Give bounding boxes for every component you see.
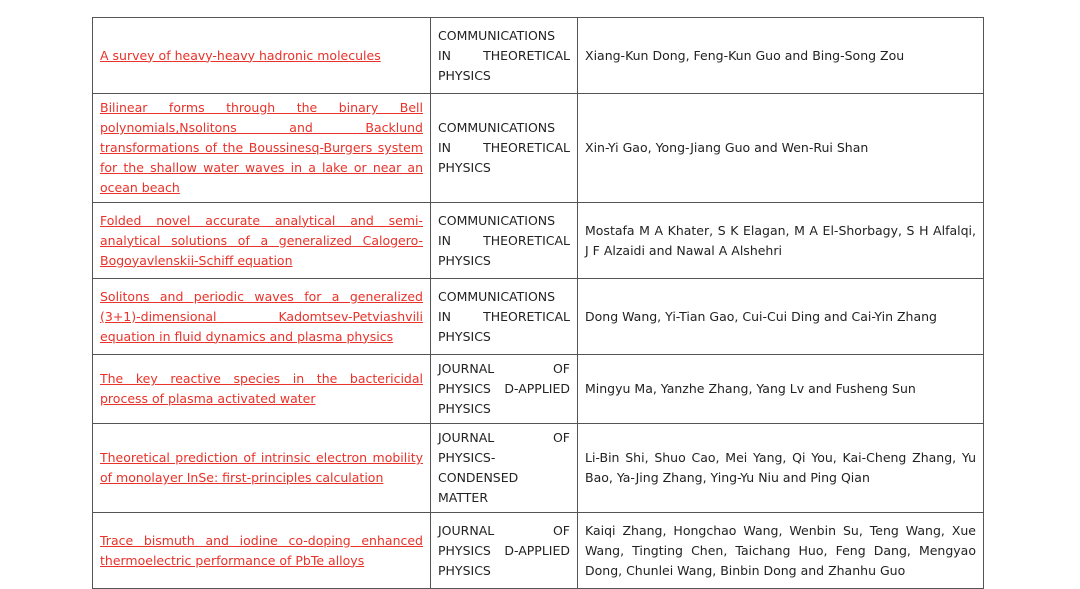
journal-name: JOURNAL OF PHYSICS-CONDENSED MATTER xyxy=(438,430,570,505)
journal-name: JOURNAL OF PHYSICS D-APPLIED PHYSICS xyxy=(438,361,570,416)
paper-title-link[interactable]: Bilinear forms through the binary Bell polynomials,Nsolitons and Backlund transformations of the Boussinesq-Burgers system for the shallow water waves in a lake or near an ocean beach xyxy=(100,100,423,195)
paper-title-link[interactable]: Theoretical prediction of intrinsic electron mobility of monolayer InSe: first-principles calculation xyxy=(100,450,423,485)
paper-title-link[interactable]: Folded novel accurate analytical and semi-analytical solutions of a generalized Calogero-Bogoyavlenskii-Schiff equation xyxy=(100,212,423,268)
title-cell xyxy=(93,94,431,203)
table-row xyxy=(93,18,984,94)
authors-cell xyxy=(578,355,984,424)
authors-cell xyxy=(578,513,984,589)
table-row xyxy=(93,355,984,424)
papers-table xyxy=(92,17,984,589)
journal-name: COMMUNICATIONS IN THEORETICAL PHYSICS xyxy=(438,212,570,268)
journal-cell xyxy=(431,355,578,424)
journal-cell xyxy=(431,513,578,589)
authors-cell xyxy=(578,18,984,94)
authors-cell xyxy=(578,203,984,279)
authors-text: Xiang-Kun Dong, Feng-Kun Guo and Bing-Song Zou xyxy=(585,47,905,63)
title-cell xyxy=(93,355,431,424)
authors-text: Dong Wang, Yi-Tian Gao, Cui-Cui Ding and Cai-Yin Zhang xyxy=(585,308,937,324)
title-cell xyxy=(93,18,431,94)
journal-cell xyxy=(431,203,578,279)
journal-name: COMMUNICATIONS IN THEORETICAL PHYSICS xyxy=(438,120,570,175)
title-cell xyxy=(93,203,431,279)
title-cell xyxy=(93,513,431,589)
paper-title-link[interactable]: The key reactive species in the bactericidal process of plasma activated water xyxy=(100,371,423,406)
table-row xyxy=(93,513,984,589)
paper-title-link[interactable]: A survey of heavy-heavy hadronic molecules xyxy=(100,47,381,63)
table-row xyxy=(93,279,984,355)
authors-text: Kaiqi Zhang, Hongchao Wang, Wenbin Su, Teng Wang, Xue Wang, Tingting Chen, Taichang Huo, Feng Dang, Mengyao Dong, Chunlei Wang, Binbin Dong and Zhanhu Guo xyxy=(585,522,976,578)
title-cell xyxy=(93,279,431,355)
authors-text: Xin-Yi Gao, Yong-Jiang Guo and Wen-Rui Shan xyxy=(585,140,869,155)
authors-cell xyxy=(578,424,984,513)
journal-name: COMMUNICATIONS IN THEORETICAL PHYSICS xyxy=(438,288,570,344)
paper-title-link[interactable]: Trace bismuth and iodine co-doping enhanced thermoelectric performance of PbTe alloys xyxy=(100,532,423,568)
journal-cell xyxy=(431,424,578,513)
authors-cell xyxy=(578,279,984,355)
title-cell xyxy=(93,424,431,513)
table-row xyxy=(93,94,984,203)
journal-name: JOURNAL OF PHYSICS D-APPLIED PHYSICS xyxy=(438,522,570,578)
authors-text: Mostafa M A Khater, S K Elagan, M A El-Shorbagy, S H Alfalqi, J F Alzaidi and Nawal A Alshehri xyxy=(585,222,976,258)
paper-title-link[interactable]: Solitons and periodic waves for a generalized (3+1)-dimensional Kadomtsev-Petviashvili equation in fluid dynamics and plasma physics xyxy=(100,288,423,344)
table-row xyxy=(93,203,984,279)
authors-text: Li-Bin Shi, Shuo Cao, Mei Yang, Qi You, Kai-Cheng Zhang, Yu Bao, Ya-Jing Zhang, Ying-Yu Niu and Ping Qian xyxy=(585,450,976,485)
authors-cell xyxy=(578,94,984,203)
authors-text: Mingyu Ma, Yanzhe Zhang, Yang Lv and Fusheng Sun xyxy=(585,381,916,396)
journal-cell xyxy=(431,279,578,355)
journal-cell xyxy=(431,94,578,203)
journal-name: COMMUNICATIONS IN THEORETICAL PHYSICS xyxy=(438,27,570,83)
table-row xyxy=(93,424,984,513)
journal-cell xyxy=(431,18,578,94)
